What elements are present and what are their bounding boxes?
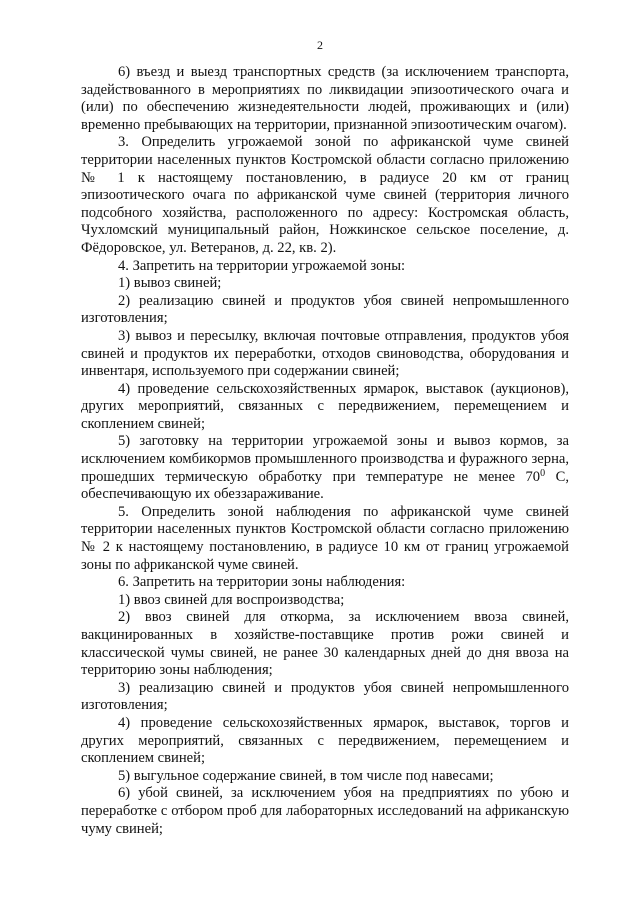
paragraph-item-5-free-range: 5) выгульное содержание свиней, в том числе под навесами; xyxy=(118,767,494,784)
paragraph-item-5-feed xyxy=(81,433,569,503)
paragraph-item-6-vehicles: 6) въезд и выезд транспортных средств (за исключением транспорта, задействованного в мероприятиях по ликвидации эпизоотического очага и (или) по обеспечению жизнедеятельности людей, проживающих и (или) временно пребывающих на территории, признанной эпизоотическим очагом). xyxy=(81,64,569,133)
paragraph-item-4-fairs: 4) проведение сельскохозяйственных ярмарок, выставок, торгов и других мероприятий, связанных с передвижением, перемещением и скоплением свиней; xyxy=(81,714,569,767)
paragraph-item-3-shipping: 3) вывоз и пересылку, включая почтовые отправления, продуктов убоя свиней и продуктов их переработки, отходов свиноводства, оборудования и инвентаря, используемого при содержании свиней; xyxy=(81,327,569,380)
paragraph-section-5: 5. Определить зоной наблюдения по африканской чуме свиней территории населенных пунктов Костромской области согласно приложению № 2 к настоящему постановлению, в радиусе 10 км от границ угрожаемой зоны по африканской чуме свиней. xyxy=(81,503,569,573)
temperature-value: 70 xyxy=(525,468,541,485)
paragraph-item-3-sale: 3) реализацию свиней и продуктов убоя свиней непромышленного изготовления; xyxy=(81,679,569,714)
paragraph-item-2-fattening: 2) ввоз свиней для откорма, за исключением ввоза свиней, вакцинированных в хозяйстве-поставщике против рожи свиней и классической чумы свиней, не ранее 30 календарных дней до дня ввоза на территорию зоны наблюдения; xyxy=(81,609,569,679)
paragraph-section-4: 4. Запретить на территории угрожаемой зоны: xyxy=(118,257,406,274)
paragraph-item-2-sale: 2) реализацию свиней и продуктов убоя свиней непромышленного изготовления; xyxy=(81,292,569,327)
paragraph-item-4-fairs: 4) проведение сельскохозяйственных ярмарок, выставок (аукционов), других мероприятий, связанных с передвижением, перемещением и скоплением свиней; xyxy=(81,380,569,432)
feed-text: 5) заготовку на территории угрожаемой зоны и вывоз кормов, за исключением комбикормов промышленного производства и фуражного зерна, прошедших термическую обработку при температуре не менее xyxy=(81,433,569,485)
document-body xyxy=(81,64,569,838)
paragraph-item-1-export: 1) вывоз свиней; xyxy=(118,275,222,292)
paragraph-section-6: 6. Запретить на территории зоны наблюдения: xyxy=(118,574,406,591)
paragraph-item-6-slaughter: 6) убой свиней, за исключением убоя на предприятиях по убою и переработке с отбором проб для лабораторных исследований на африканскую чуму свиней; xyxy=(81,785,569,837)
page-number: 2 xyxy=(317,38,323,52)
paragraph-item-1-breeding: 1) ввоз свиней для воспроизводства; xyxy=(118,591,345,608)
degree-mark: 0 xyxy=(540,467,546,479)
temperature-tail: С, обеспечивающую их обеззараживание. xyxy=(81,468,569,503)
paragraph-section-3: 3. Определить угрожаемой зоной по африканской чуме свиней территории населенных пунктов Костромской области согласно приложению № 1 к настоящему постановлению, в радиусе 20 км от границ эпизоотического очага по африканской чуме свиней (территория личного подсобного хозяйства, расположенного по адресу: Костромская область, Чухломский муниципальный район, Ножкинское сельское поселение, д. Фёдоровское, ул. Ветеранов, д. 22, кв. 2). xyxy=(81,134,569,256)
